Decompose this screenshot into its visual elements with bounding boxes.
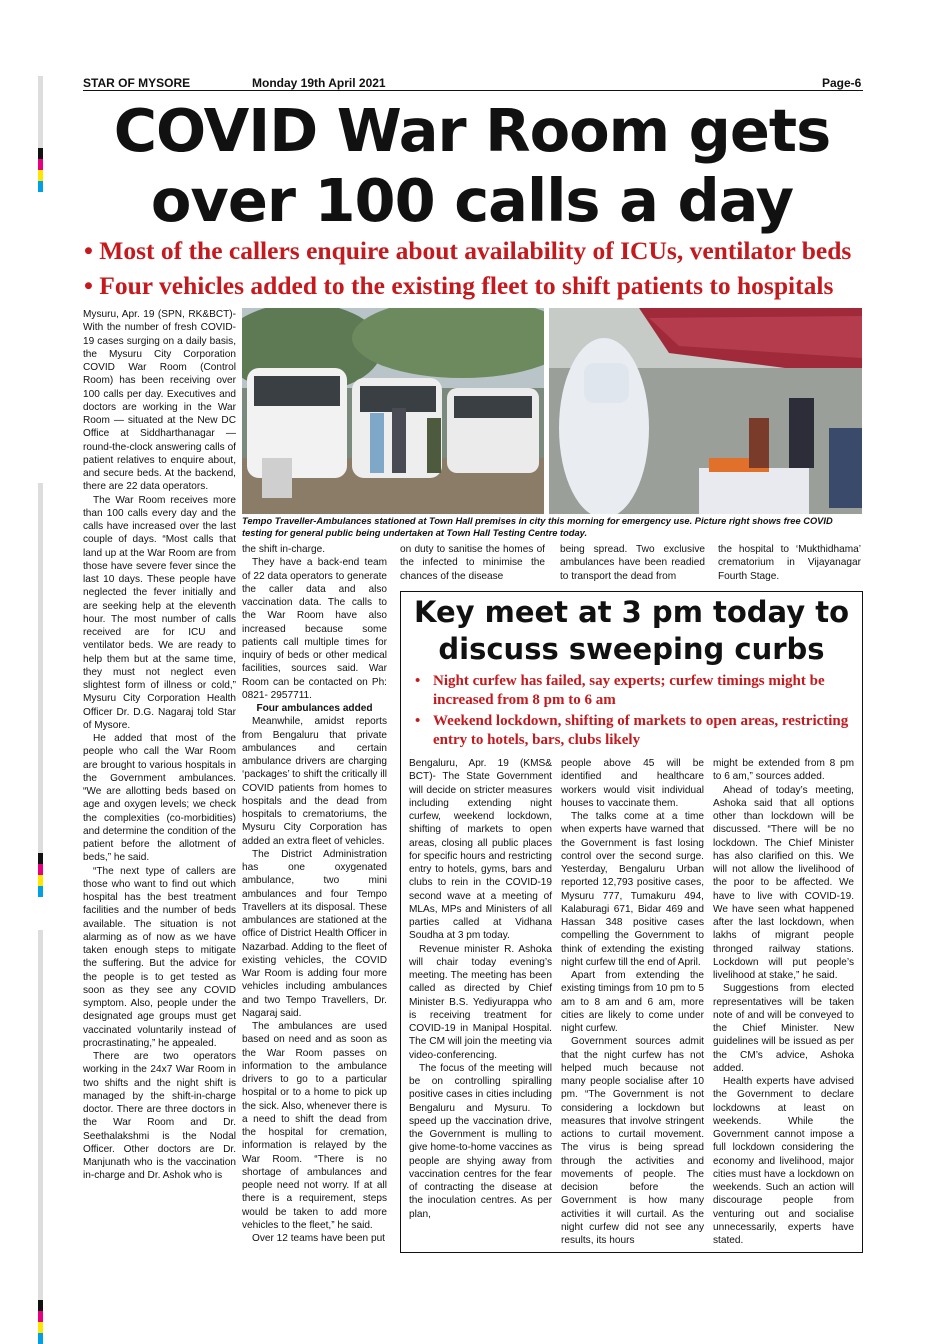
box-bullet-text: Night curfew has failed, say experts; curfew timings might be increased from 8 pm to 6 am xyxy=(433,673,825,708)
photo-caption: Tempo Traveller-Ambulances stationed at Town Hall premises in city this morning for emergency use. Picture right shows free COVID testing for general public being undertaken at Town Hall Testing Centre today. xyxy=(242,516,833,538)
col2-para: Over 12 teams have been put xyxy=(252,1233,385,1244)
box-col3-para: Suggestions from elected representatives will be taken note of and will be conveyed to the Chief Minister. New guidelines will be issued as per the CM’s advice, Ashoka added. xyxy=(713,983,854,1074)
key-meet-box xyxy=(400,591,863,1253)
box-col2-para: The talks come at a time when experts have warned that the Government is fast losing control over the second surge. Yesterday, Bengaluru Urban reported 12,793 positive cases, Mysuru 777, Tumakuru 494, Kalaburagi 671, Bidar 469 and Hassan 348 positive cases compelling the Government to think of extending the existing night curfew till the end of April. xyxy=(561,811,704,968)
col2-para: They have a back-end team of 22 data operators to generate the caller data and also vaccination data. The calls to the War Room have also increased because some patients call multiple times for inquiry of beds or other medical facilities, sources said. War Room can be contacted on Ph: 0821- 2957711. xyxy=(242,557,387,701)
headline-line-2: over 100 calls a day xyxy=(150,166,794,235)
box-headline-1: Key meet at 3 pm today to xyxy=(413,595,850,629)
registration-marks-top xyxy=(38,76,66,192)
col1-para: The War Room receives more than 100 calls every day and the calls have increased over the last couple of days. “Most calls that land up at the War Room are from those have severe fever since the last 10 days. These people have neglected the fever initially and are seeking help at the eleventh hour. The most number of calls received are for ICU and ventilator beds. We are ready to help them but at the same time, they must not neglect even slightest form of illness or cold,” Mysuru City Corporation Health Officer Dr. D.G. Nagaraj told Star of Mysore. xyxy=(83,494,236,731)
bullet-mark: • xyxy=(415,713,421,729)
registration-marks-bottom xyxy=(38,930,66,1344)
bullet-mark: • xyxy=(415,673,421,689)
col2-para: The District Administration has one oxygenated ambulance, two mini ambulances and four Tempo Travellers at its disposal. These ambulances are stationed at the office of District Health Officer in Nazarbad. Adding to the fleet of existing vehicles, the COVID War Room is adding four more vehicles including ambulances and two Tempo Travellers, Dr. Nagaraj said. xyxy=(242,848,387,1019)
main-story-col4 xyxy=(560,543,705,583)
box-col1-para: Revenue minister R. Ashoka will chair today evening’s meeting. The meeting has been called as directed by Chief Minister B.S. Yediyurappa who is receiving treatment for COVID-19 in Manipal Hospital. The CM will join the meeting via video-conferencing. xyxy=(409,943,552,1061)
box-col3-para: Health experts have advised the Government to declare lockdowns at least on weekends. While the Government cannot impose a full lockdown considering the economy and livelihood, major cities must have a lockdown on weekends. Such an action will discourage people from venturing out and socialise unnecessarily, experts have stated. xyxy=(713,1076,854,1246)
photo-covid-testing xyxy=(549,308,862,514)
col2-para: the shift in-charge. xyxy=(242,544,326,555)
main-story-col3 xyxy=(400,543,545,583)
headline-line-1: COVID War Room gets xyxy=(113,96,831,165)
box-col2 xyxy=(561,757,704,1247)
box-col2-para: Government sources admit that the night curfew has not helped much because not many people socialise after 10 pm. “The Government is not considering a lockdown but measures that involve stringent actions to curtail movement. The virus is being spread through the activities and movements of people. The decision before the Government is how many activities it will curtail. As the night curfew did not see any results, its hours xyxy=(561,1036,704,1246)
page-number: Page-6 xyxy=(822,76,862,90)
col1-para: He added that most of the people who call the War Room are brought to various hospitals in the Government ambulances. “We are allotting beds based on age and oxygen levels; we check the complexities (co-morbidities) and determine the condition of the patient before the allotment of beds,” he said. xyxy=(83,733,236,864)
main-story-col1 xyxy=(83,308,236,1183)
box-col1 xyxy=(409,757,552,1221)
col1-para: There are two operators working in the 24x7 War Room in two shifts and the night shift is managed by the shift-in-charge doctor. There are three doctors in the War Room and Dr. Seethalakshmi is the Nodal Officer. Other doctors are Dr. Manjunath who is the vaccination in-charge and Dr. Ashok who is xyxy=(83,1051,236,1182)
box-col2-para: people above 45 will be identified and healthcare workers would visit individual houses to vaccinate them. xyxy=(561,758,704,809)
col1-para: “The next type of callers are those who want to find out which hospital has the best treatment facilities and the number of beds available. The situation is not alarming as of now as we have taken enough steps to mitigate the suffering. But the advice for the people is to get tested as soon as they see any COVID symptom. Also, people under the designated age groups must get vaccinated voluntarily instead of procrastinating,” he appealed. xyxy=(83,865,236,1049)
box-headline-2: discuss sweeping curbs xyxy=(438,632,825,666)
subhead-bullet-2: • Four vehicles added to the existing fleet to shift patients to hospitals xyxy=(84,271,834,300)
col1-para: Mysuru, Apr. 19 (SPN, RK&BCT)- With the number of fresh COVID-19 cases surging on a daily basis, the Mysuru City Corporation COVID War Room (Control Room) has been receiving over 100 calls per day. Executives and doctors are working in the War Room — situated at the New DC Office at Siddharthanagar — round-the-clock answering calls of patient relatives to enquire about, and secure beds. At the backend, there are 22 data operators. xyxy=(83,309,236,493)
box-col3 xyxy=(713,757,854,1247)
col2-para: The ambulances are used based on need and as soon as the War Room passes on information to the ambulance drivers to go to a particular hospital or to a home to pick up the sick. Also, whenever there is a need to shift the dead from the hospital for cremation, information is relayed by the War Room. “There is no shortage of ambulances and people need not worry. If at all there is a requirement, steps would be taken to add more vehicles to the fleet,” he said. xyxy=(242,1021,387,1231)
subhead-four-ambulances: Four ambulances added xyxy=(256,703,373,714)
box-col1-para: Bengaluru, Apr. 19 (KMS& BCT)- The State Government will decide on stricter measures including extending night curfew, weekend lockdown, shifting of markets to open areas, closing all public places for specific hours and restricting entry to hotels, gyms, bars and clubs to rein in the COVID-19 second wave at a meeting of MLAs, MPs and Ministers of all parties called at Vidhana Soudha at 3 pm today. xyxy=(409,758,552,942)
header-rule xyxy=(83,90,863,91)
issue-date: Monday 19th April 2021 xyxy=(252,76,386,90)
col5-para: the hospital to ‘Mukthidhama’ crematorium in Vijayanagar Fourth Stage. xyxy=(718,544,861,582)
col2-para: Meanwhile, amidst reports from Bengaluru that private ambulances and certain ambulance drivers are charging ‘packages’ to shift the critically ill COVID patients from homes to hospitals and the dead from hospitals to crematoriums, the Mysuru City Corporation has added an extra fleet of vehicles. xyxy=(242,716,387,847)
paper-name: STAR OF MYSORE xyxy=(83,76,191,90)
box-bullet-text: Weekend lockdown, shifting of markets to open areas, restricting entry to hotels, bars, clubs likely xyxy=(433,713,849,748)
main-story-col2 xyxy=(242,543,387,1245)
col3-para: on duty to sanitise the homes of the infected to minimise the chances of the disease xyxy=(400,544,545,582)
registration-marks-mid xyxy=(38,483,66,897)
main-story-col5 xyxy=(718,543,861,583)
col4-para: being spread. Two exclusive ambulances have been readied to transport the dead from xyxy=(560,544,705,582)
photo-ambulances xyxy=(242,308,544,514)
box-col3-para: might be extended from 8 pm to 6 am,” sources added. xyxy=(713,758,854,783)
box-col2-para: Apart from extending the existing timings from 10 pm to 5 am to 8 am and 6 am, more cities are likely to come under night curfew. xyxy=(561,970,704,1034)
box-col3-para: Ahead of today’s meeting, Ashoka said that all options other than lockdown will be discussed. “There will be no lockdown. The Chief Minister has also clarified on this. We will not allow the livelihood of the poor to be affected. We have to live with COVID-19. We have seen what happened after the last lockdown, when lakhs of migrant people thronged railway stations. Lockdown will put people’s livelihood at stake,” he said. xyxy=(713,784,854,981)
box-col1-para: The focus of the meeting will be on controlling spiralling positive cases in cities including Bengaluru and Mysuru. To speed up the vaccination drive, the Government is mulling to give home-to-home vaccines as people are shying away from vaccination centres for the fear of contracting the disease at the inoculation centres. As per plan, xyxy=(409,1062,552,1220)
subhead-bullet-1: • Most of the callers enquire about availability of ICUs, ventilator beds xyxy=(84,236,852,265)
